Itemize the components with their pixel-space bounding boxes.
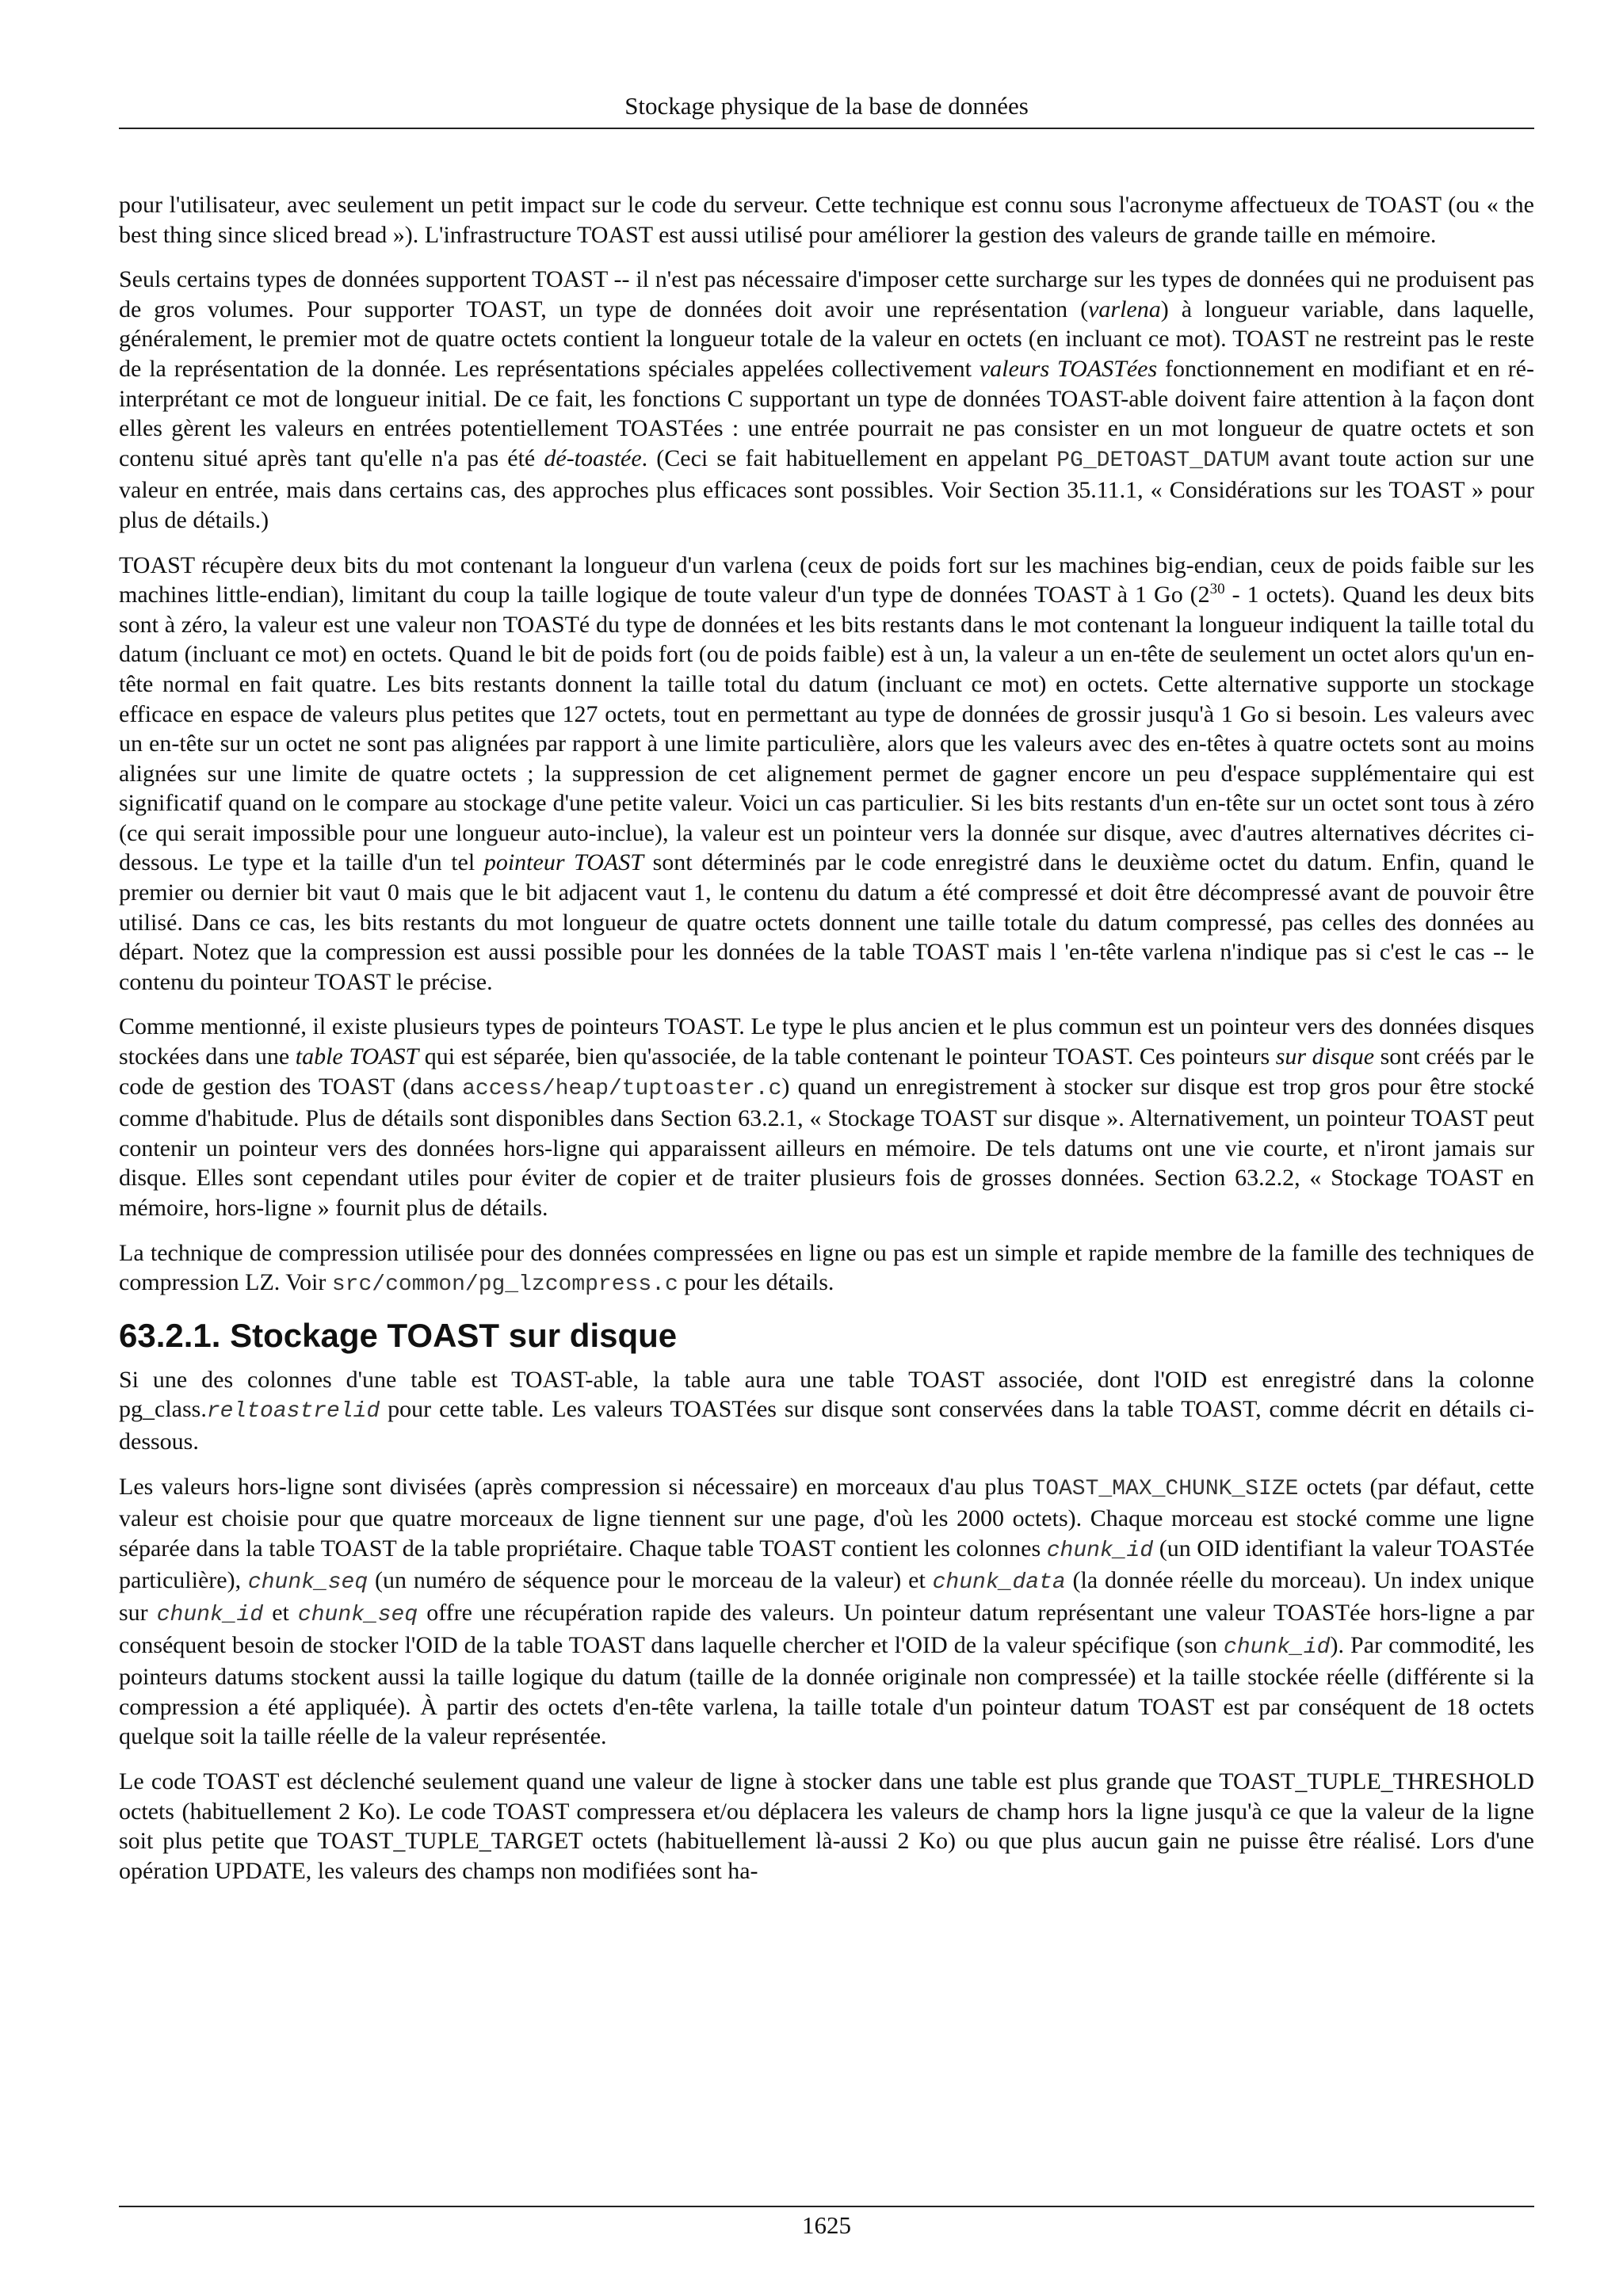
header-divider [119, 128, 1534, 129]
code-reltoastrelid: reltoastrelid [206, 1399, 380, 1425]
text: Si une des colonnes d'une table est TOAST-able, la table aura une table TOAST associée, dont l'OID est enregistré dans la colonne pg_class. [119, 1366, 1534, 1423]
paragraph-compression [119, 1238, 1534, 1300]
code-pg-detoast-datum: PG_DETOAST_DATUM [1056, 448, 1270, 473]
page-number: 1625 [802, 2211, 851, 2239]
code-toast-max-chunk-size: TOAST_MAX_CHUNK_SIZE [1032, 1476, 1299, 1501]
text: (la donnée réelle du morceau). Un index unique sur [119, 1567, 1534, 1626]
text: qui est séparée, bien qu'associée, de la table contenant le pointeur TOAST. Ces pointeurs [418, 1043, 1276, 1070]
text: avant toute action sur une valeur en entrée, mais dans certains cas, des approches plus efficaces sont possibles. Voir Section 35.11.1, « Considérations sur les TOAST » pour plus de détails.) [119, 444, 1535, 533]
page-header: Stockage physique de la base de données [624, 92, 1029, 120]
text: ) à longueur variable, dans laquelle, généralement, le premier mot de quatre octets contient la longueur totale de la valeur en octets (en incluant ce mot). TOAST ne restreint pas le reste de la représentation de la donnée. Les représentations spéciales appelées collectivement [119, 296, 1534, 382]
paragraph-chunks [119, 1472, 1534, 1752]
text: ) quand un enregistrement à stocker sur disque est trop gros pour être stocké comme d'habitude. Plus de détails sont disponibles dans Section 63.2.1, « Stockage TOAST sur disque ». Alternativement, un pointeur TOAST peut contenir un pointeur vers des données hors-ligne qui apparaissent ailleurs en mémoire. De tels datums ont une vie courte, et n'iront jamais sur disque. Elles sont cependant utiles pour éviter de copier et de traiter plusieurs fois de grosses données. Section 63.2.2, « Stockage TOAST en mémoire, hors-ligne » fournit plus de détails. [119, 1073, 1534, 1221]
term-valeurs-toastees: valeurs TOASTées [979, 355, 1158, 382]
text: - 1 octets). Quand les deux bits sont à zéro, la valeur est une valeur non TOASTé du type de données et les bits restants dans le mot contenant la longueur indiquent la taille total du datum (incluant ce mot) en octets. Quand le bit de poids fort (ou de poids faible) est à un, la valeur a un en-tête de seulement un octet alors qu'un en-tête normal en fait quatre. Les bits restants donnent la taille total du datum (incluant ce mot) en octets. Cette alternative supporte un stockage efficace en espace de valeurs plus petites que 127 octets, tout en permettant au type de données de grossir jusqu'à 1 Go si besoin. Les valeurs avec un en-tête sur un octet ne sont pas alignées par rapport à une limite particulière, alors que les valeurs avec des en-têtes à quatre octets sont au moins alignées sur une limite de quatre octets ; la suppression de cet alignement permet de gagner encore un peu d'espace supplémentaire qui est significatif quand on le compare au stockage d'une petite valeur. Voici un cas particulier. Si les bits restants d'un en-tête sur un octet sont tous à zéro (ce qui serait impossible pour une longueur auto-inclue), la valeur est un pointeur vers la donnée sur disque, avec d'autres alternatives décrites ci-dessous. Le type et la taille d'un tel [119, 582, 1535, 876]
term-de-toastee: dé-toastée [544, 444, 642, 471]
text: Les valeurs hors-ligne sont divisées (après compression si nécessaire) en morceaux d'au plus [119, 1473, 1033, 1500]
text: ). Par commodité, les pointeurs datums stockent aussi la taille logique du datum (taille de la donnée originale non compressée) et la taille stockée réelle (différente si la compression a été appliquée). À partir des octets d'en-tête varlena, la taille totale d'un pointeur datum TOAST est par conséquent de 18 octets quelque soit la taille réelle de la valeur représentée. [119, 1631, 1534, 1750]
text: fonctionnement en modifiant et en ré-interprétant ce mot de longueur initial. De ce fait, les fonctions C supportant un type de données TOAST-able doivent faire attention à la façon dont elles gèrent les valeurs en entrées potentiellement TOASTées : une entrée pourrait ne pas consister en un mot longueur de quatre octets et son contenu situé après tant qu'elle n'a pas été [119, 355, 1534, 471]
code-chunk-data: chunk_data [932, 1570, 1066, 1596]
code-chunk-id: chunk_id [1046, 1538, 1154, 1563]
text: (un OID identifiant la valeur TOASTée particulière), [119, 1535, 1534, 1594]
text: Comme mentionné, il existe plusieurs types de pointeurs TOAST. Le type le plus ancien et le plus commun est un pointeur vers des données disques stockées dans une [119, 1013, 1534, 1070]
text: offre une récupération rapide des valeurs. Un pointeur datum représentant une valeur TOASTée hors-ligne a par conséquent besoin de stocker l'OID de la table TOAST dans laquelle chercher et l'OID de la valeur spécifique (son [119, 1599, 1534, 1658]
code-lzcompress-path: src/common/pg_lzcompress.c [331, 1272, 678, 1298]
section-heading: 63.2.1. Stockage TOAST sur disque [119, 1316, 678, 1354]
text: . (Ceci se fait habituellement en appelant [641, 444, 1057, 471]
code-tuptoaster-path: access/heap/tuptoaster.c [462, 1076, 782, 1101]
term-varlena: varlena [1088, 296, 1161, 322]
term-pointeur-toast: pointeur TOAST [483, 849, 643, 876]
text: Seuls certains types de données supportent TOAST -- il n'est pas nécessaire d'imposer cette surcharge sur les types de données qui ne produisent pas de gros volumes. Pour supporter TOAST, un type de données doit avoir une représentation ( [119, 266, 1534, 322]
paragraph-threshold: Le code TOAST est déclenché seulement quand une valeur de ligne à stocker dans une table est plus grande que TOAST_TUPLE_THRESHOLD octets (habituellement 2 Ko). Le code TOAST compressera et/ou déplacera les valeurs de champ hors la ligne jusqu'à ce que la valeur de la ligne soit plus petite que TOAST_TUPLE_TARGET octets (habituellement là-aussi 2 Ko) ou que plus aucun gain ne puisse être réalisé. Lors d'une opération UPDATE, les valeurs des champs non modifiées sont ha- [119, 1768, 1534, 1884]
code-chunk-seq: chunk_seq [247, 1570, 369, 1596]
text: pour les détails. [678, 1269, 834, 1296]
code-chunk-id: chunk_id [1224, 1634, 1331, 1660]
code-chunk-id: chunk_id [156, 1602, 264, 1627]
code-chunk-seq: chunk_seq [297, 1602, 418, 1627]
text: (un numéro de séquence pour le morceau de la valeur) et [368, 1567, 933, 1594]
text: et [263, 1599, 298, 1626]
term-table-toast: table TOAST [295, 1043, 419, 1070]
superscript-exponent: 30 [1209, 581, 1225, 598]
footer-divider [119, 2206, 1534, 2207]
text: sont créés par le code de gestion des TOAST (dans [119, 1043, 1534, 1100]
paragraph-toast-types [119, 265, 1534, 535]
text: La technique de compression utilisée pour des données compressées en ligne ou pas est un simple et rapide membre de la famille des techniques de compression LZ. Voir [119, 1239, 1534, 1296]
text: octets (par défaut, cette valeur est choisie pour que quatre morceaux de ligne tiennent sur une page, d'où les 2000 octets). Chaque morceau est stocké comme une ligne séparée dans la table TOAST de la table propriétaire. Chaque table TOAST contient les colonnes [119, 1473, 1534, 1562]
text: TOAST récupère deux bits du mot contenant la longueur d'un varlena (ceux de poids fort sur les machines big-endian, ceux de poids faible sur les machines little-endian), limitant du coup la taille logique de toute valeur d'un type de données TOAST à 1 Go (2 [119, 551, 1534, 608]
paragraph-pointer-types [119, 1012, 1534, 1222]
term-sur-disque: sur disque [1275, 1043, 1375, 1070]
paragraph-intro-continuation: pour l'utilisateur, avec seulement un petit impact sur le code du serveur. Cette technique est connu sous l'acronyme affectueux de TOAST (ou « the best thing since sliced bread »). L'infrastructure TOAST est aussi utilisé pour améliorer la gestion des valeurs de grande taille en mémoire. [119, 192, 1534, 248]
page-body [119, 190, 1534, 1901]
paragraph-toast-table [119, 1365, 1534, 1457]
paragraph-toast-bits [119, 551, 1534, 997]
text: pour cette table. Les valeurs TOASTées sur disque sont conservées dans la table TOAST, comme décrit en détails ci-dessous. [119, 1396, 1534, 1455]
text: sont déterminés par le code enregistré dans le deuxième octet du datum. Enfin, quand le premier ou dernier bit vaut 0 mais que le bit adjacent vaut 1, le contenu du datum a été compressé et doit être décompressé avant de pouvoir être utilisé. Dans ce cas, les bits restants du mot longueur de quatre octets donnent une taille totale du datum compressé, pas celles des données au départ. Notez que la compression est aussi possible pour les données de la table TOAST mais l 'en-tête varlena n'indique pas si c'est le cas -- le contenu du pointeur TOAST le précise. [119, 849, 1534, 995]
